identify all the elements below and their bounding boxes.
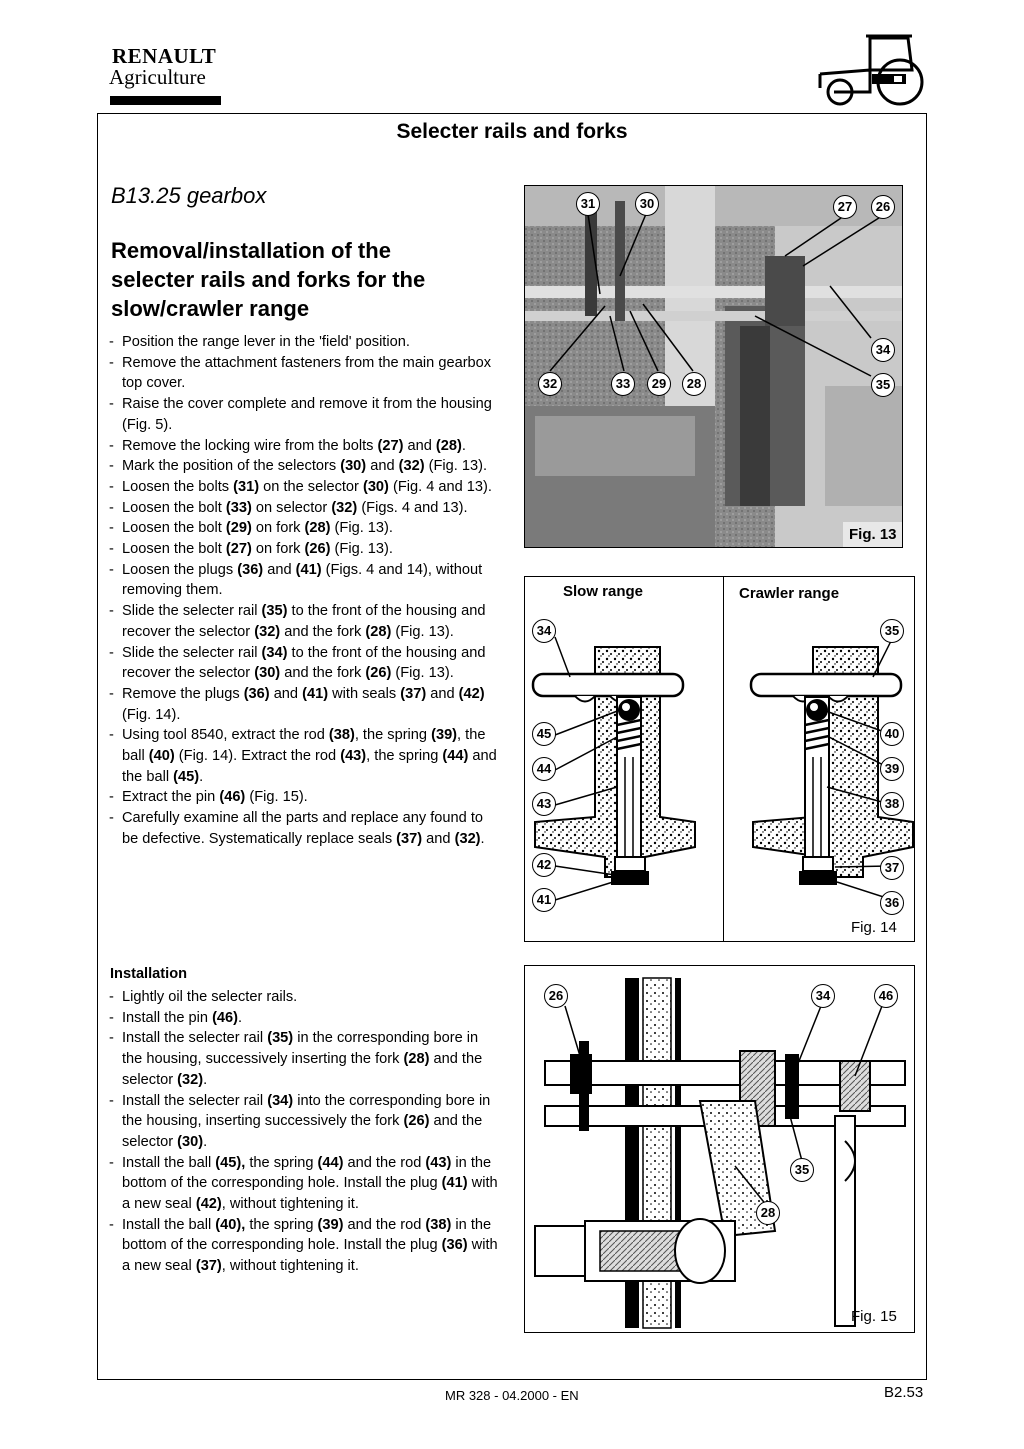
callout-42: 42: [532, 853, 556, 877]
part-reference: (45): [173, 768, 200, 785]
part-reference: (30): [254, 665, 281, 682]
step-text: and the selector: [122, 1113, 483, 1150]
part-reference: (30): [362, 478, 389, 495]
callout-31: 31: [576, 192, 600, 216]
part-reference: (36): [243, 685, 270, 702]
callout-45: 45: [532, 722, 556, 746]
rail-assembly-drawing: [525, 966, 915, 1333]
step-item: [109, 539, 501, 560]
callout-35: 35: [790, 1158, 814, 1182]
step-text: Position the range lever in the 'field' position.: [122, 334, 410, 350]
part-reference: (26): [365, 665, 392, 682]
step-item: [109, 332, 501, 353]
step-text: Slide the selecter rail: [122, 644, 262, 661]
step-text: (Fig. 14).: [122, 706, 181, 723]
callout-30: 30: [635, 192, 659, 216]
removal-steps-list: [109, 332, 501, 850]
callout-28: 28: [756, 1201, 780, 1225]
step-text: , without tightening it.: [221, 1196, 359, 1213]
step-text: , the spring: [366, 748, 443, 765]
figure-15: [524, 965, 915, 1333]
figure-14: [524, 576, 915, 942]
callout-26: 26: [544, 984, 568, 1008]
part-reference: (31): [233, 478, 260, 495]
part-reference: (34): [261, 644, 288, 661]
step-text: and the selector: [122, 1051, 483, 1088]
step-text: and: [403, 437, 436, 454]
step-text: into the corresponding bore in the housing, inserting successively the fork: [122, 1092, 491, 1130]
step-text: on the selector: [259, 478, 363, 495]
step-text: , the spring: [354, 727, 432, 744]
step-text: and the fork: [280, 623, 366, 640]
part-reference: (35): [261, 603, 288, 620]
step-text: Slide the selecter rail: [122, 603, 262, 620]
step-text: on fork: [251, 520, 305, 537]
step-text: Carefully examine all the parts and replace any found to be defective. Systematically replace seals: [122, 810, 484, 847]
callout-44: 44: [532, 757, 556, 781]
part-reference: (28): [403, 1051, 430, 1068]
step-item: [109, 456, 501, 477]
step-item: [109, 353, 501, 394]
step-text: Remove the plugs: [122, 685, 244, 702]
step-item: [109, 1091, 501, 1153]
part-reference: (42): [195, 1196, 222, 1213]
callout-40: 40: [880, 722, 904, 746]
step-item: [109, 518, 501, 539]
tractor-icon: [812, 30, 927, 108]
figure-15-label: Fig. 15: [851, 1308, 897, 1325]
callout-34: 34: [811, 984, 835, 1008]
step-item: [109, 436, 501, 457]
step-text: (Fig. 13).: [330, 520, 393, 537]
step-text: Loosen the bolt: [122, 520, 226, 537]
step-text: (Fig. 13).: [424, 458, 488, 475]
step-text: , the ball: [122, 727, 486, 765]
step-text: Loosen the bolt: [122, 499, 226, 516]
brand-division: Agriculture: [109, 65, 206, 89]
callout-28: 28: [682, 372, 706, 396]
part-reference: (46): [219, 789, 246, 806]
step-text: and: [366, 458, 399, 475]
part-reference: (27): [225, 541, 252, 558]
part-reference: (30): [177, 1133, 204, 1150]
step-text: (Fig. 13).: [391, 665, 454, 682]
part-reference: (26): [304, 541, 331, 558]
part-reference: (43): [425, 1154, 452, 1171]
part-reference: (28): [435, 437, 462, 454]
step-text: (Fig. 13).: [391, 623, 454, 640]
step-text: to the front of the housing and recover the selector: [122, 644, 486, 682]
step-item: [109, 1008, 501, 1029]
document-reference: MR 328 - 04.2000 - EN: [445, 1388, 579, 1403]
callout-35: 35: [880, 619, 904, 643]
heading-line: selecter rails and forks for the: [111, 267, 426, 292]
part-reference: (41): [441, 1175, 468, 1192]
step-text: .: [461, 437, 466, 454]
part-reference: (41): [295, 561, 322, 578]
procedure-heading: [111, 236, 511, 323]
gearbox-photo-illustration: [525, 186, 903, 548]
part-reference: (45),: [215, 1154, 246, 1171]
crawler-range-title: Crawler range: [739, 585, 840, 602]
part-reference: (29): [225, 520, 252, 537]
callout-29: 29: [647, 372, 671, 396]
step-text: with a new seal: [122, 1175, 498, 1213]
step-text: , without tightening it.: [221, 1258, 359, 1275]
step-text: .: [238, 1009, 243, 1026]
step-text: Remove the attachment fasteners from the main gearbox top cover.: [122, 354, 492, 392]
part-reference: (28): [304, 520, 331, 537]
installation-heading: Installation: [110, 966, 188, 982]
step-text: and: [422, 830, 455, 847]
callout-34: 34: [871, 338, 895, 362]
step-text: .: [203, 1071, 208, 1088]
step-text: with seals: [328, 685, 401, 702]
figure-14-label: Fig. 14: [851, 919, 897, 936]
callout-26: 26: [871, 195, 895, 219]
part-reference: (35): [267, 1030, 294, 1047]
detent-cross-sections: [525, 577, 915, 942]
step-text: Install the selecter rail: [122, 1092, 268, 1109]
step-text: with a new seal: [122, 1237, 498, 1275]
part-reference: (44): [442, 748, 469, 765]
step-text: Mark the position of the selectors: [122, 458, 341, 475]
step-text: and: [269, 685, 303, 702]
step-item: [109, 725, 501, 787]
part-reference: (32): [454, 830, 481, 847]
section-subtitle: B13.25 gearbox: [111, 183, 267, 208]
step-item: [109, 498, 501, 519]
step-item: [109, 1153, 501, 1215]
step-item: [109, 477, 501, 498]
part-reference: (41): [302, 685, 329, 702]
step-text: and the rod: [343, 1154, 426, 1171]
step-text: (Fig. 13).: [330, 541, 393, 558]
part-reference: (38): [425, 1216, 452, 1233]
step-text: Install the selecter rail: [122, 1030, 268, 1047]
part-reference: (36): [237, 561, 264, 578]
step-text: in the bottom of the corresponding hole. Install the plug: [122, 1216, 492, 1254]
callout-46: 46: [874, 984, 898, 1008]
step-text: and the rod: [343, 1216, 426, 1233]
heading-line: Removal/installation of the: [111, 238, 391, 263]
part-reference: (37): [396, 830, 423, 847]
part-reference: (44): [317, 1154, 344, 1171]
step-text: on fork: [251, 541, 305, 558]
part-reference: (40),: [215, 1216, 246, 1233]
part-reference: (37): [400, 685, 427, 702]
step-text: (Figs. 4 and 13).: [357, 499, 468, 516]
step-text: and the ball: [122, 748, 497, 785]
part-reference: (27): [377, 437, 404, 454]
figure-13: [524, 185, 903, 548]
slow-range-title: Slow range: [563, 583, 644, 600]
part-reference: (28): [365, 623, 392, 640]
step-text: to the front of the housing and recover the selector: [122, 603, 486, 640]
part-reference: (34): [267, 1092, 294, 1109]
part-reference: (42): [458, 685, 485, 702]
callout-39: 39: [880, 757, 904, 781]
part-reference: (39): [317, 1216, 344, 1233]
callout-36: 36: [880, 891, 904, 915]
step-text: .: [480, 830, 485, 847]
brand-name: RENAULT: [112, 44, 217, 68]
heading-line: slow/crawler range: [111, 296, 310, 321]
part-reference: (33): [225, 499, 252, 516]
part-reference: (46): [212, 1009, 239, 1026]
part-reference: (40): [148, 748, 175, 765]
part-reference: (36): [441, 1237, 468, 1254]
step-text: in the corresponding bore in the housing, successively inserting the fork: [122, 1030, 479, 1068]
step-text: (Fig. 4 and 13).: [388, 478, 492, 495]
callout-33: 33: [611, 372, 635, 396]
callout-32: 32: [538, 372, 562, 396]
step-item: [109, 787, 501, 808]
step-text: (Fig. 15).: [245, 789, 308, 806]
step-text: Install the ball: [122, 1154, 216, 1171]
step-item: [109, 643, 501, 684]
part-reference: (38): [328, 727, 355, 744]
step-text: Remove the locking wire from the bolts: [122, 437, 378, 454]
step-text: the spring: [245, 1154, 318, 1171]
step-item: [109, 808, 501, 849]
step-text: (Figs. 4 and 14), without removing them.: [122, 561, 483, 599]
part-reference: (43): [340, 748, 367, 765]
part-reference: (37): [195, 1258, 222, 1275]
step-text: the spring: [245, 1216, 318, 1233]
callout-38: 38: [880, 792, 904, 816]
step-item: [109, 560, 501, 601]
step-text: .: [203, 1133, 208, 1150]
callout-34: 34: [532, 619, 556, 643]
step-text: Lightly oil the selecter rails.: [122, 989, 298, 1005]
brand-underline: [110, 96, 221, 105]
figure-13-label: Fig. 13: [849, 526, 897, 543]
callout-37: 37: [880, 856, 904, 880]
step-text: Using tool 8540, extract the rod: [122, 727, 329, 744]
step-text: .: [199, 768, 204, 785]
part-reference: (32): [177, 1071, 204, 1088]
step-text: Loosen the bolt: [122, 541, 226, 558]
step-item: [109, 1215, 501, 1277]
part-reference: (30): [340, 458, 367, 475]
callout-27: 27: [833, 195, 857, 219]
step-text: Extract the pin: [122, 789, 220, 806]
step-text: (Fig. 14). Extract the rod: [174, 748, 341, 765]
step-text: Loosen the bolts: [122, 478, 234, 495]
step-text: and: [426, 685, 459, 702]
callout-41: 41: [532, 888, 556, 912]
part-reference: (32): [398, 458, 425, 475]
step-text: and the fork: [280, 665, 366, 682]
callout-43: 43: [532, 792, 556, 816]
step-text: on selector: [251, 499, 332, 516]
step-item: [109, 601, 501, 642]
step-text: Install the ball: [122, 1216, 216, 1233]
part-reference: (39): [431, 727, 458, 744]
part-reference: (32): [254, 623, 281, 640]
step-item: [109, 394, 501, 435]
callout-35: 35: [871, 373, 895, 397]
part-reference: (32): [331, 499, 358, 516]
step-item: [109, 1028, 501, 1090]
installation-steps-list: [109, 987, 501, 1277]
part-reference: (26): [403, 1113, 430, 1130]
step-item: [109, 987, 501, 1008]
step-text: Raise the cover complete and remove it from the housing (Fig. 5).: [122, 396, 492, 433]
page-title: Selecter rails and forks: [396, 120, 628, 143]
step-text: Install the pin: [122, 1009, 213, 1026]
page-number: B2.53: [884, 1384, 924, 1401]
step-text: in the bottom of the corresponding hole. Install the plug: [122, 1154, 492, 1192]
step-text: Loosen the plugs: [122, 561, 238, 578]
step-item: [109, 684, 501, 725]
step-text: and: [263, 561, 296, 578]
